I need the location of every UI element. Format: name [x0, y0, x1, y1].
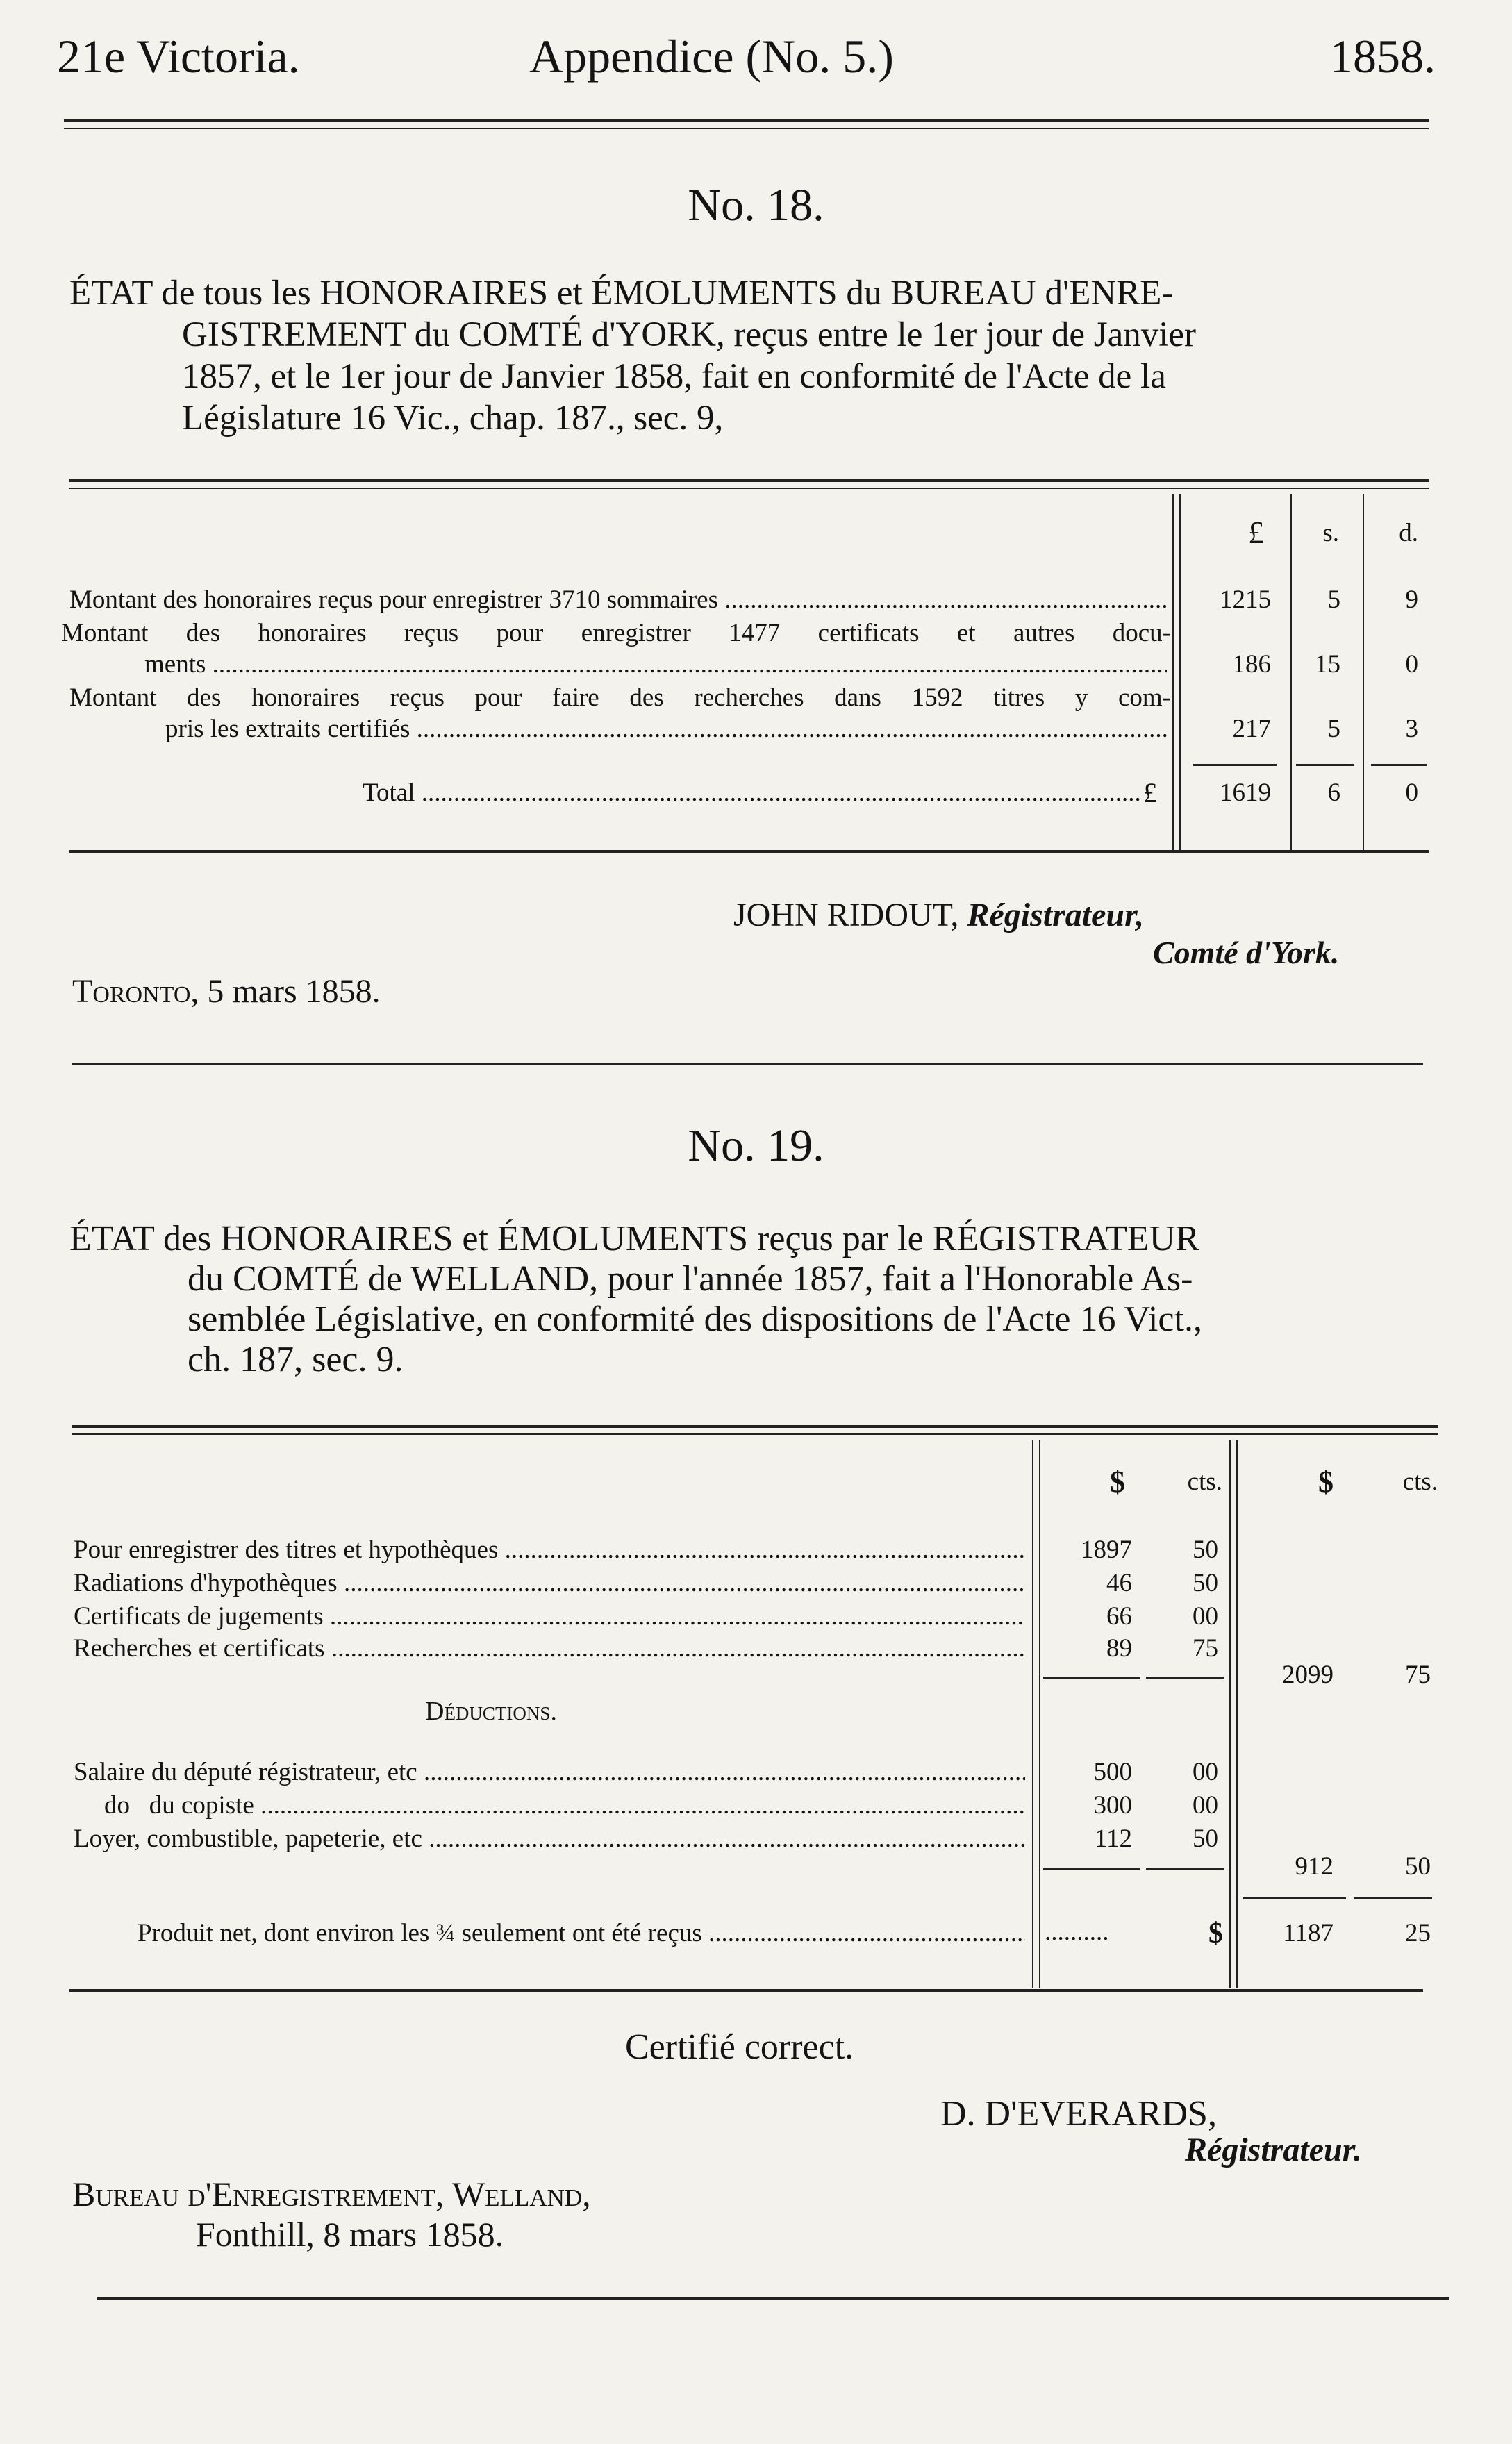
section19-intro-line: du COMTÉ de WELLAND, pour l'année 1857, fait a l'Honorable As-: [188, 1259, 1193, 1299]
section18-number: No. 18.: [688, 180, 824, 231]
table18-row-pence: 0: [1405, 650, 1418, 679]
table19-net-rule: [1354, 1897, 1432, 1899]
table19-deduction-total-dollar: 912: [1295, 1852, 1334, 1881]
section19-signer-title: Régistrateur.: [1185, 2131, 1362, 2168]
table19-vline: [1032, 1440, 1033, 1988]
table19-income-dollar: 1897: [1081, 1536, 1132, 1564]
table18-total-currency: £: [1143, 777, 1157, 808]
section19-intro-line: ch. 187, sec. 9.: [188, 1340, 404, 1379]
table18-sum-rule: [1296, 764, 1354, 766]
table19-net-currency: $: [1208, 1918, 1223, 1950]
table18-bottom-rule: [69, 850, 1429, 853]
table18-sum-rule: [1371, 764, 1427, 766]
table18-total-pound: 1619: [1220, 779, 1271, 807]
table19-income-cents: 50: [1193, 1569, 1218, 1597]
section19-place-date: Fonthill, 8 mars 1858.: [196, 2215, 504, 2254]
section19-intro-line: semblée Législative, en conformité des dispositions de l'Acte 16 Vict.,: [188, 1299, 1202, 1339]
table19-col-dollar2: $: [1318, 1465, 1334, 1499]
section19-intro-line: ÉTAT des HONORAIRES et ÉMOLUMENTS reçus par le RÉGISTRATEUR: [69, 1219, 1199, 1258]
section18-place-date: [72, 972, 381, 1011]
table19-top-rule: [72, 1425, 1438, 1435]
section18-intro-line: Législature 16 Vic., chap. 187., sec. 9,: [182, 399, 724, 438]
table19-vline: [1229, 1440, 1231, 1988]
section19-certified: Certifié correct.: [625, 2027, 854, 2067]
header-left: 21e Victoria.: [57, 30, 300, 83]
table18-row-label: Montant des honoraires reçus pour enregistrer 3710 sommaires .....: [69, 585, 1167, 615]
table18-top-rule: [69, 479, 1429, 489]
table19-vline: [1039, 1440, 1040, 1988]
table19-deduction-label: do du copiste .....: [104, 1790, 1025, 1820]
section19-intro: [69, 1219, 1445, 1380]
section18-intro: [69, 272, 1445, 439]
table19-deduction-label: Loyer, combustible, papeterie, etc .....: [74, 1824, 1025, 1854]
page-bottom-rule: [97, 2297, 1449, 2300]
table19-deduction-cents: 00: [1193, 1758, 1218, 1786]
table19-deduction-dollar: 300: [1093, 1791, 1132, 1820]
table18-row-pound: 1215: [1220, 585, 1271, 614]
table19-income-label: Pour enregistrer des titres et hypothèques .....: [74, 1535, 1025, 1565]
table19-bottom-rule: [69, 1989, 1423, 1992]
table18-col-pound: £: [1248, 515, 1264, 550]
section18-city: Toronto,: [72, 973, 199, 1010]
section18-intro-line: ÉTAT de tous les HONORAIRES et ÉMOLUMENTS du BUREAU d'ENRE-: [69, 274, 1174, 313]
table18-total-label: Total .....: [363, 778, 1140, 808]
table18-col-shilling: s.: [1322, 519, 1339, 547]
table18-row-shilling: 15: [1315, 650, 1340, 679]
table19-income-cents: 00: [1193, 1602, 1218, 1631]
table19-net-dots: ..........: [1045, 1918, 1109, 1946]
table18-row-label-cont: ments .....: [144, 649, 1167, 679]
section18-signer-county: Comté d'York.: [1153, 935, 1340, 970]
table19-income-label: Certificats de jugements .....: [74, 1602, 1025, 1631]
table18-total-shilling: 6: [1327, 779, 1340, 807]
table19-income-dollar: 46: [1106, 1569, 1132, 1597]
section18-signer-name: JOHN RIDOUT,: [733, 897, 959, 933]
table19-net-rule: [1243, 1897, 1346, 1899]
table19-income-cents: 50: [1193, 1536, 1218, 1564]
table19-deductions-heading: Déductions.: [425, 1697, 557, 1726]
table18-vline: [1172, 494, 1174, 850]
table18-total-pence: 0: [1405, 779, 1418, 807]
table19-col-cents: cts.: [1187, 1468, 1222, 1496]
table18-row-label: Montant des honoraires reçus pour enregistrer 1477 certificats et autres docu-: [61, 619, 1171, 647]
table19-col-dollar: $: [1110, 1465, 1125, 1499]
table19-net-dollar: 1187: [1283, 1919, 1334, 1947]
section19-number: No. 19.: [688, 1120, 824, 1171]
header-right: 1858.: [1329, 30, 1436, 83]
section18-signer-title: Régistrateur,: [967, 897, 1145, 933]
table19-deduction-cents: 00: [1193, 1791, 1218, 1820]
table19-deduction-dollar: 500: [1093, 1758, 1132, 1786]
header-rule: [64, 119, 1429, 129]
section18-date: 5 mars 1858.: [207, 973, 381, 1010]
table19-deduction-total-cents: 50: [1405, 1852, 1431, 1881]
table19-income-label: Recherches et certificats .....: [74, 1634, 1025, 1663]
table18-row-shilling: 5: [1327, 585, 1340, 614]
table19-subtotal-rule: [1146, 1677, 1224, 1679]
table19-net-cents: 25: [1405, 1919, 1431, 1947]
header-center: Appendice (No. 5.): [529, 30, 894, 83]
table18-sum-rule: [1193, 764, 1277, 766]
table19-subtotal-rule: [1043, 1868, 1140, 1870]
table19-income-total-cents: 75: [1405, 1661, 1431, 1689]
section18-signer: [733, 896, 1144, 934]
table18-col-pence: d.: [1399, 519, 1418, 547]
table19-deduction-cents: 50: [1193, 1824, 1218, 1853]
table19-income-dollar: 66: [1106, 1602, 1132, 1631]
table19-income-total-dollar: 2099: [1282, 1661, 1334, 1689]
table19-deduction-dollar: 112: [1094, 1824, 1132, 1853]
section18-intro-line: GISTREMENT du COMTÉ d'YORK, reçus entre le 1er jour de Janvier: [182, 315, 1197, 354]
section19-signer-name: D. D'EVERARDS,: [940, 2094, 1217, 2134]
table18-row-label-cont: pris les extraits certifiés .....: [165, 714, 1167, 744]
table18-row-pound: 186: [1232, 650, 1271, 679]
section19-office: Bureau d'Enregistrement, Welland,: [72, 2175, 591, 2213]
table19-subtotal-rule: [1043, 1677, 1140, 1679]
table19-income-cents: 75: [1193, 1634, 1218, 1663]
table19-net-label: Produit net, dont environ les ¾ seulement ont été reçus .....: [138, 1918, 1025, 1948]
section-divider: [72, 1063, 1423, 1065]
table19-income-label: Radiations d'hypothèques .....: [74, 1568, 1025, 1598]
table19-income-dollar: 89: [1106, 1634, 1132, 1663]
table19-vline: [1236, 1440, 1238, 1988]
table19-deduction-label: Salaire du député régistrateur, etc .....: [74, 1757, 1025, 1787]
table18-row-pound: 217: [1232, 715, 1271, 743]
table19-col-cents2: cts.: [1402, 1468, 1438, 1496]
table18-row-pence: 3: [1405, 715, 1418, 743]
table19-subtotal-rule: [1146, 1868, 1224, 1870]
table18-row-shilling: 5: [1327, 715, 1340, 743]
section18-intro-line: 1857, et le 1er jour de Janvier 1858, fait en conformité de l'Acte de la: [182, 357, 1166, 396]
table18-row-label: Montant des honoraires reçus pour faire des recherches dans 1592 titres y com-: [69, 683, 1171, 712]
table18-row-pence: 9: [1405, 585, 1418, 614]
